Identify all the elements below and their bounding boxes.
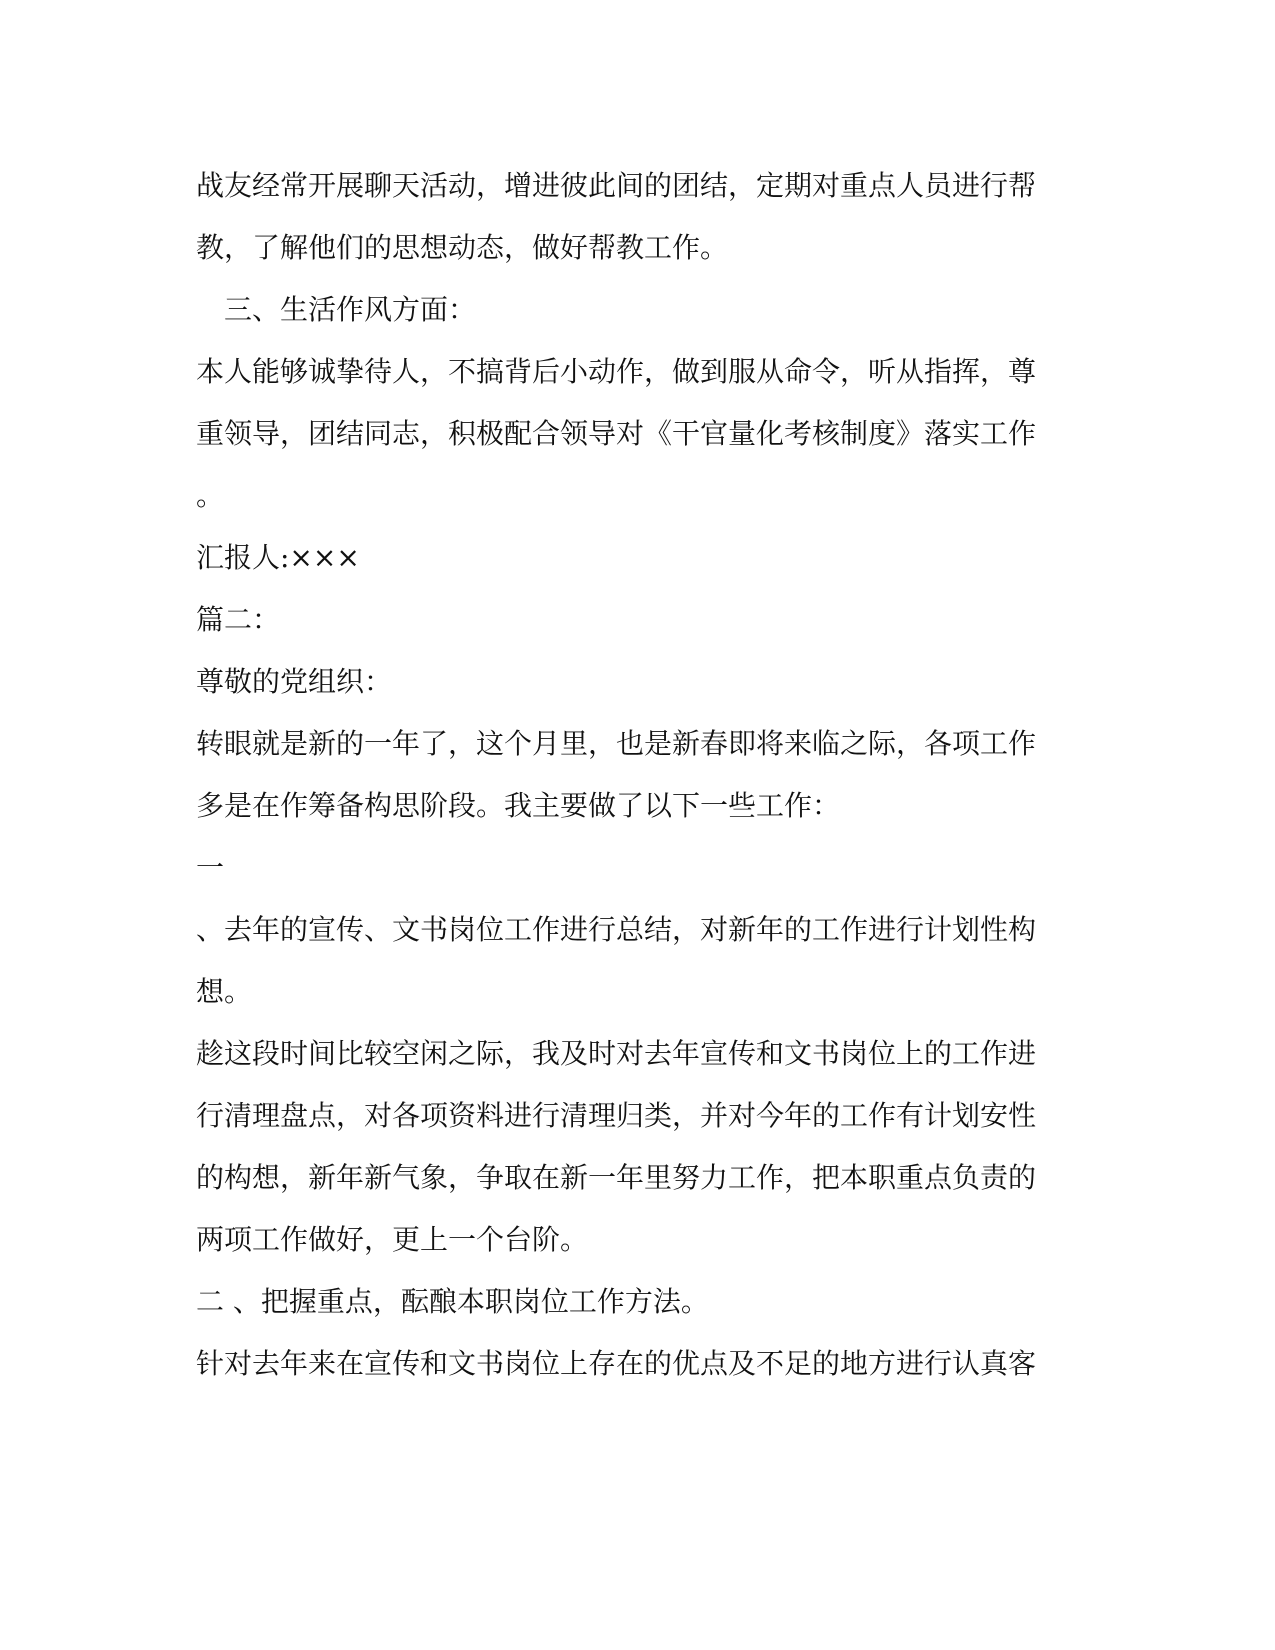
text-line: 教，了解他们的思想动态，做好帮教工作。 — [196, 231, 729, 264]
section-heading: 三、生活作风方面： — [224, 293, 477, 326]
text-line: 。 — [196, 479, 225, 512]
text-line: 两项工作做好，更上一个台阶。 — [196, 1223, 589, 1256]
section-heading: 二 、把握重点，酝酿本职岗位工作方法。 — [196, 1285, 709, 1318]
section-title: 篇二： — [196, 603, 281, 636]
text-line: 想。 — [196, 975, 253, 1008]
text-line: 战友经常开展聊天活动，增进彼此间的团结，定期对重点人员进行帮 — [196, 169, 1037, 202]
text-line: 本人能够诚挚待人，不搞背后小动作，做到服从命令，听从指挥，尊 — [196, 355, 1037, 388]
list-number: 一 — [196, 851, 225, 884]
salutation: 尊敬的党组织： — [196, 665, 393, 698]
text-line: 多是在作筹备构思阶段。我主要做了以下一些工作： — [196, 789, 841, 822]
text-line: 的构想，新年新气象，争取在新一年里努力工作，把本职重点负责的 — [196, 1161, 1037, 1194]
text-line: 、去年的宣传、文书岗位工作进行总结，对新年的工作进行计划性构 — [196, 913, 1037, 946]
text-line: 转眼就是新的一年了，这个月里，也是新春即将来临之际，各项工作 — [196, 727, 1037, 760]
text-line: 行清理盘点，对各项资料进行清理归类，并对今年的工作有计划安性 — [196, 1099, 1037, 1132]
text-line: 针对去年来在宣传和文书岗位上存在的优点及不足的地方进行认真客 — [196, 1347, 1037, 1380]
reporter-line: 汇报人:××× — [196, 541, 360, 574]
text-line: 重领导，团结同志，积极配合领导对《干官量化考核制度》落实工作 — [196, 417, 1037, 450]
text-line: 趁这段时间比较空闲之际，我及时对去年宣传和文书岗位上的工作进 — [196, 1037, 1037, 1070]
